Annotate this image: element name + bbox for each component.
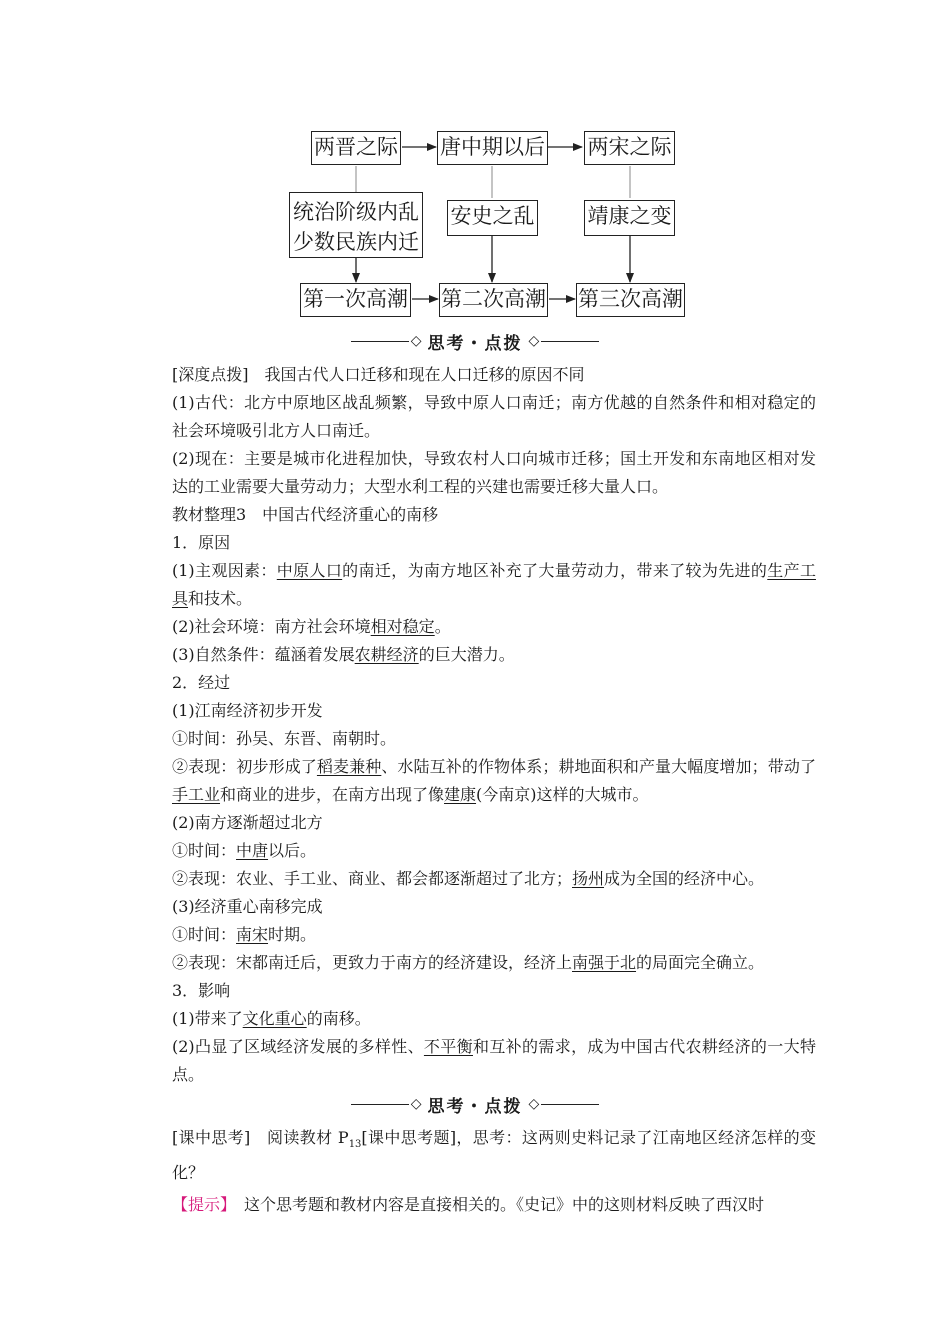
diagram-connectors (0, 0, 950, 330)
stage-3-time: ①时间：南宋时期。 (172, 925, 317, 944)
hint-paragraph: 【提示】 这个思考题和教材内容是直接相关的。《史记》中的这则材料反映了西汉时 (172, 1195, 765, 1215)
in-class-question-section (172, 1124, 816, 1219)
box-liangjin: 两晋之际 (311, 131, 401, 165)
section-heading: 教材整理3 中国古代经济重心的南移 (172, 505, 439, 524)
paragraph-modern: (2)现在：主要是城市化进程加快，导致农村人口向城市迁移；国土开发和东南地区相对发达的工业需要大量劳动力；大型水利工程的兴建也需要迁移大量人口。 (172, 449, 816, 496)
box-liangsong: 两宋之际 (584, 131, 675, 165)
reason-natural: (3)自然条件：蕴涵着发展农耕经济的巨大潜力。 (172, 645, 515, 664)
deep-insight-section (172, 361, 816, 501)
impact-1: (1)带来了文化重心的南移。 (172, 1009, 371, 1028)
diamond-icon: ◇ (410, 333, 422, 349)
box-cause-anshi: 安史之乱 (447, 200, 538, 236)
box-wave-2: 第二次高潮 (439, 283, 548, 317)
stage-1-time: ①时间：孙吴、东晋、南朝时。 (172, 729, 397, 748)
migration-flow-diagram (0, 0, 950, 330)
paragraph-ancient: (1)古代：北方中原地区战乱频繁，导致中原人口南迁；南方优越的自然条件和相对稳定的社会环境吸引北方人口南迁。 (172, 393, 816, 440)
stage-1-title: (1)江南经济初步开发 (172, 701, 323, 720)
section-divider-1: ◇ 思考・点拨 ◇ (0, 328, 950, 354)
box-cause-jingkang: 靖康之变 (584, 200, 675, 236)
diamond-icon: ◇ (528, 1096, 540, 1112)
box-wave-1: 第一次高潮 (300, 283, 411, 317)
box-wave-3: 第三次高潮 (576, 283, 685, 317)
hint-tag: 【提示】 (172, 1195, 229, 1215)
heading-reasons: 1．原因 (172, 533, 231, 552)
box-tang-mid: 唐中期以后 (437, 131, 548, 165)
diamond-icon: ◇ (410, 1096, 422, 1112)
heading-impact: 3．影响 (172, 981, 231, 1000)
textbook-section-3 (172, 501, 816, 1089)
stage-1-performance: ②表现：初步形成了稻麦兼种、水陆互补的作物体系；耕地面积和产量大幅度增加；带动了手工业和商业的进步，在南方出现了像建康(今南京)这样的大城市。 (172, 757, 816, 804)
stage-2-title: (2)南方逐渐超过北方 (172, 813, 323, 832)
impact-2: (2)凸显了区域经济发展的多样性、不平衡和互补的需求，成为中国古代农耕经济的一大特点。 (172, 1037, 816, 1084)
deep-insight-heading: [深度点拨] 我国古代人口迁移和现在人口迁移的原因不同 (172, 365, 585, 384)
diamond-icon: ◇ (528, 333, 540, 349)
stage-3-performance: ②表现：宋都南迁后，更致力于南方的经济建设，经济上南强于北的局面完全确立。 (172, 953, 765, 972)
in-class-question: [课中思考] 阅读教材 $P_{13}$[课中思考题]，思考：这两则史料记录了江南地区经济怎样的变化？ (172, 1128, 816, 1183)
stage-2-time: ①时间：中唐以后。 (172, 841, 317, 860)
stage-3-title: (3)经济重心南移完成 (172, 897, 323, 916)
box-cause-first: 统治阶级内乱 少数民族内迁 (289, 192, 423, 258)
heading-process: 2．经过 (172, 673, 231, 692)
stage-2-performance: ②表现：农业、手工业、商业、都会都逐渐超过了北方；扬州成为全国的经济中心。 (172, 869, 765, 888)
reason-subjective: (1)主观因素：中原人口的南迁，为南方地区补充了大量劳动力，带来了较为先进的生产工具和技术。 (172, 561, 816, 608)
reason-social: (2)社会环境：南方社会环境相对稳定。 (172, 617, 451, 636)
section-divider-2: ◇ 思考・点拨 ◇ (0, 1091, 950, 1117)
